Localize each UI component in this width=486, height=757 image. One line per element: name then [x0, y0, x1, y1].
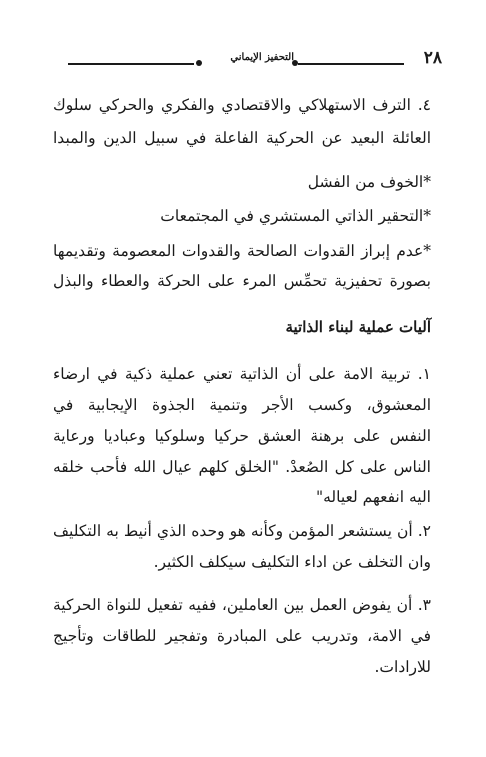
- header-rule-left: [68, 63, 194, 65]
- item-1-line-2: المعشوق، وكسب الأجر وتنمية الجذوة الإيجابية في: [53, 396, 431, 414]
- item-1-line-3: النفس على برهنة العشق حركيا وسلوكيا وعباديا ورعاية: [53, 427, 431, 445]
- bullet-self-contempt: *التحقير الذاتي المستشري في المجتمعات: [160, 207, 431, 225]
- item-1-line-4: الناس على كل الصُعدْ. "الخلق كلهم عيال الله فأحب خلقه: [53, 458, 431, 476]
- bullet-role-models-line-2: بصورة تحفيزية تحمِّس المرء على الحركة والعطاء والبذل: [53, 272, 431, 290]
- item-1-line-5: اليه انفعهم لعياله": [315, 488, 431, 506]
- header-rule-right: [298, 63, 404, 65]
- bullet-role-models-line-1: *عدم إبراز القدوات الصالحة والقدوات المعصومة وتقديمها: [53, 242, 431, 260]
- item-2-line-1: ٢. أن يستشعر المؤمن وكأنه هو وحده الذي أنيط به التكليف: [53, 522, 431, 540]
- item-1-line-1: ١. تربية الامة على أن الذاتية تعني عملية ذكية في ارضاء: [53, 365, 431, 383]
- section-subheading: آليات عملية لبناء الذاتية: [285, 318, 431, 336]
- page-number: ٢٨: [423, 48, 442, 68]
- bullet-fear-of-failure: *الخوف من الفشل: [307, 173, 431, 191]
- page-header: [56, 44, 442, 74]
- item-4-line-1: ٤. الترف الاستهلاكي والاقتصادي والفكري والحركي سلوك: [53, 96, 431, 114]
- running-title: التحفيز الإيماني: [230, 52, 294, 63]
- header-dot-left: [196, 60, 202, 66]
- item-3-line-2: في الامة، وتدريب على المبادرة وتفجير للطاقات وتأجيج: [53, 627, 431, 645]
- item-3-line-1: ٣. أن يفوض العمل بين العاملين، ففيه تفعيل للنواة الحركية: [53, 596, 431, 614]
- item-3-line-3: للارادات.: [374, 658, 431, 676]
- item-4-line-2: العائلة البعيد عن الحركية الفاعلة في سبيل الدين والمبدا: [53, 129, 431, 147]
- item-2-line-2: وان التخلف عن اداء التكليف سيكلف الكثير.: [153, 553, 431, 571]
